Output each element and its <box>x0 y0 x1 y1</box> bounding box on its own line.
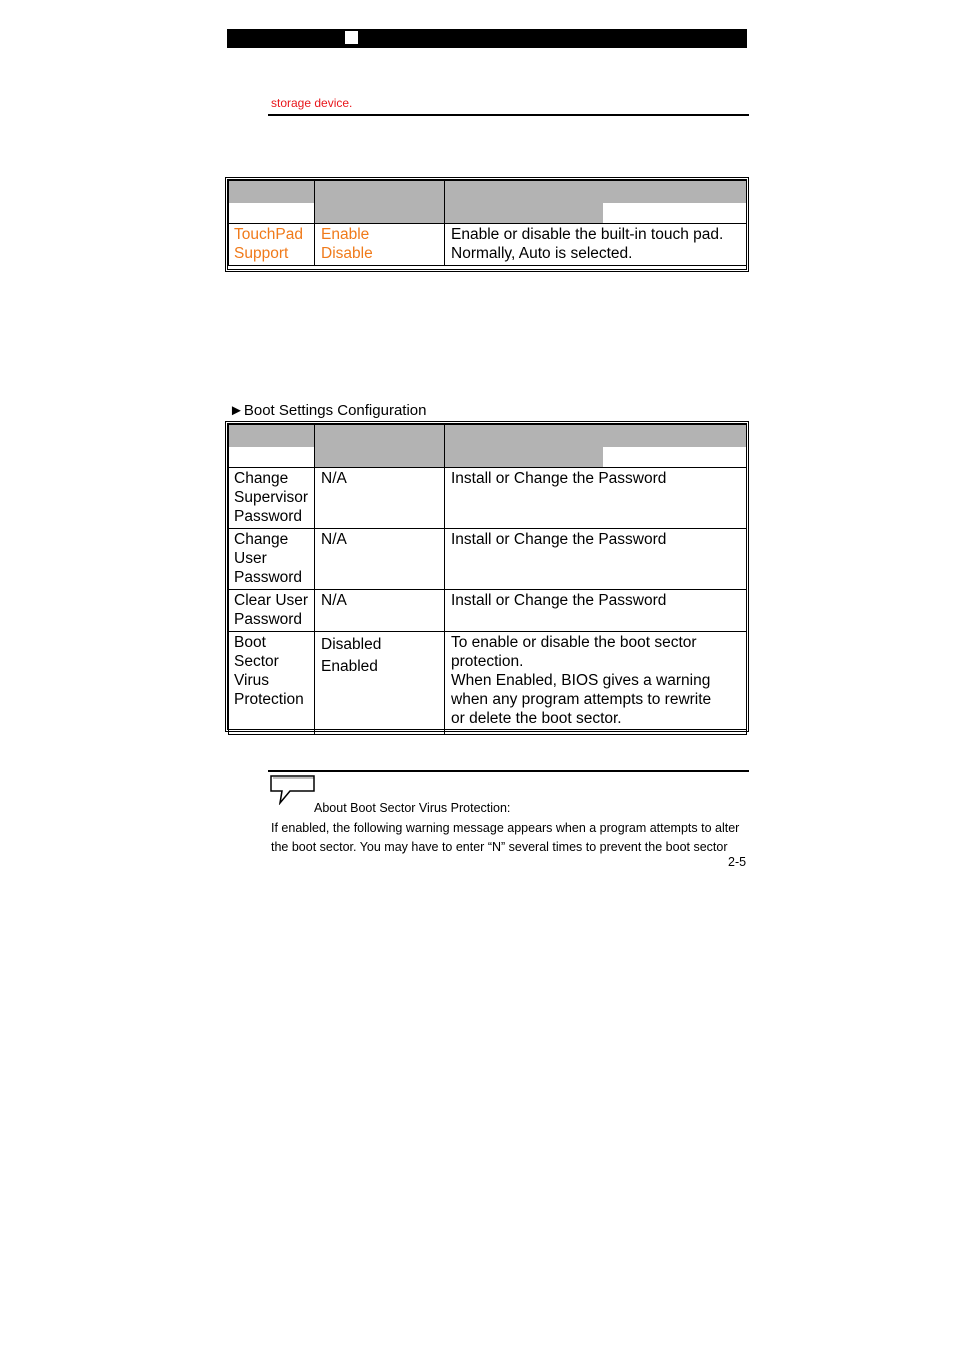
boot-settings-table <box>225 421 749 732</box>
header-cell-options <box>315 181 445 224</box>
header-cell-options <box>315 425 445 468</box>
header-cell-item <box>229 181 315 224</box>
table-header-row <box>229 181 747 224</box>
note-title: About Boot Sector Virus Protection: <box>314 801 511 815</box>
note-body: If enabled, the following warning message appears when a program attempts to alter the boot sector. You may have to enter “N” several times to prevent the boot sector <box>271 821 740 854</box>
table-row <box>229 468 747 529</box>
item-cell: Change Supervisor Password <box>229 468 315 529</box>
options-cell: N/A <box>315 468 445 529</box>
table-header-row <box>229 425 747 468</box>
section-caption <box>229 402 426 419</box>
header-cell-description <box>445 181 747 224</box>
description-cell: Install or Change the Password <box>445 468 747 529</box>
header-cell-item <box>229 425 315 468</box>
description-cell: Install or Change the Password <box>445 590 747 632</box>
page-header-bar <box>227 29 747 48</box>
triangle-marker-icon: ► <box>229 402 244 419</box>
table-row <box>229 529 747 590</box>
options-cell <box>315 224 445 266</box>
option-value: Enabled <box>321 658 378 675</box>
header-square-icon <box>345 31 358 44</box>
table-row <box>229 632 747 735</box>
item-cell: Clear User Password <box>229 590 315 632</box>
item-cell: TouchPad Support <box>229 224 315 266</box>
options-cell <box>315 632 445 735</box>
item-cell: Boot Sector Virus Protection <box>229 632 315 735</box>
note-divider-line <box>268 770 749 772</box>
option-value: Enable <box>321 226 370 243</box>
description-cell <box>445 632 747 735</box>
description-cell: Enable or disable the built-in touch pad. Normally, Auto is selected. <box>445 224 747 266</box>
description-cell: Install or Change the Password <box>445 529 747 590</box>
option-value: Disabled <box>321 636 382 653</box>
description-line: When Enabled, BIOS gives a warning when any program attempts to rewrite or delete the boot sector. <box>451 672 712 727</box>
header-cell-description <box>445 425 747 468</box>
intro-note-text: storage device. <box>271 96 353 110</box>
item-cell: Change User Password <box>229 529 315 590</box>
options-cell: N/A <box>315 529 445 590</box>
table-row <box>229 224 747 266</box>
options-cell: N/A <box>315 590 445 632</box>
description-line: To enable or disable the boot sector protection. <box>451 634 697 670</box>
speech-bubble-icon <box>270 775 316 810</box>
section-title: Boot Settings Configuration <box>243 402 427 419</box>
option-value: Disable <box>321 245 373 262</box>
touchpad-settings-table <box>225 177 749 272</box>
page-number: 2-5 <box>728 855 747 869</box>
divider-line <box>268 114 749 116</box>
table-row <box>229 590 747 632</box>
